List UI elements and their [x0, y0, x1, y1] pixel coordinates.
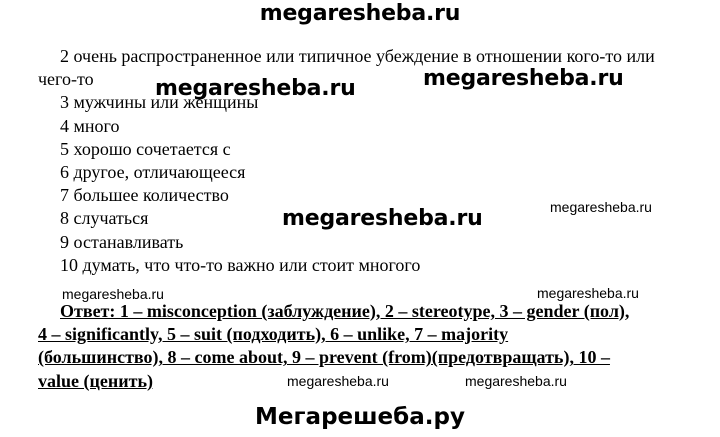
list-item: 7 большее количество: [60, 185, 229, 206]
answer-line: 4 – significantly, 5 – suit (подходить), 6 – unlike, 7 – majority: [38, 324, 509, 345]
answer-line: Ответ: 1 – misconception (заблуждение), 2 – stereotype, 3 – gender (пол),: [60, 301, 630, 321]
list-item: 9 останавливать: [60, 231, 184, 252]
answer-line: (большинство), 8 – come about, 9 – prevent (from)(предотвращать), 10 –: [38, 347, 610, 368]
list-item: 8 случаться: [60, 208, 149, 229]
footer-watermark: Мегарешеба.ру: [255, 404, 465, 430]
list-item: 10 думать, что что-то важно или стоит многого: [60, 254, 421, 275]
answer-line: value (ценить): [38, 370, 153, 391]
list-item: 6 другое, отличающееся: [60, 162, 246, 183]
watermark: megaresheba.ru: [423, 66, 624, 91]
watermark: megaresheba.ru: [155, 76, 356, 101]
watermark: megaresheba.ru: [465, 373, 567, 389]
header-watermark: megaresheba.ru: [259, 1, 461, 26]
watermark: megaresheba.ru: [550, 199, 652, 215]
watermark: megaresheba.ru: [287, 373, 389, 389]
watermark: megaresheba.ru: [62, 286, 164, 302]
watermark: megaresheba.ru: [282, 206, 483, 231]
watermark: megaresheba.ru: [537, 285, 639, 301]
list-item: 3 мужчины или женщины: [60, 92, 259, 113]
list-item: 2 очень распространенное или типичное убеждение в отношении кого-то или чего-то: [38, 46, 655, 90]
list-item: 4 много: [60, 115, 120, 136]
list-item: 5 хорошо сочетается с: [60, 138, 231, 159]
